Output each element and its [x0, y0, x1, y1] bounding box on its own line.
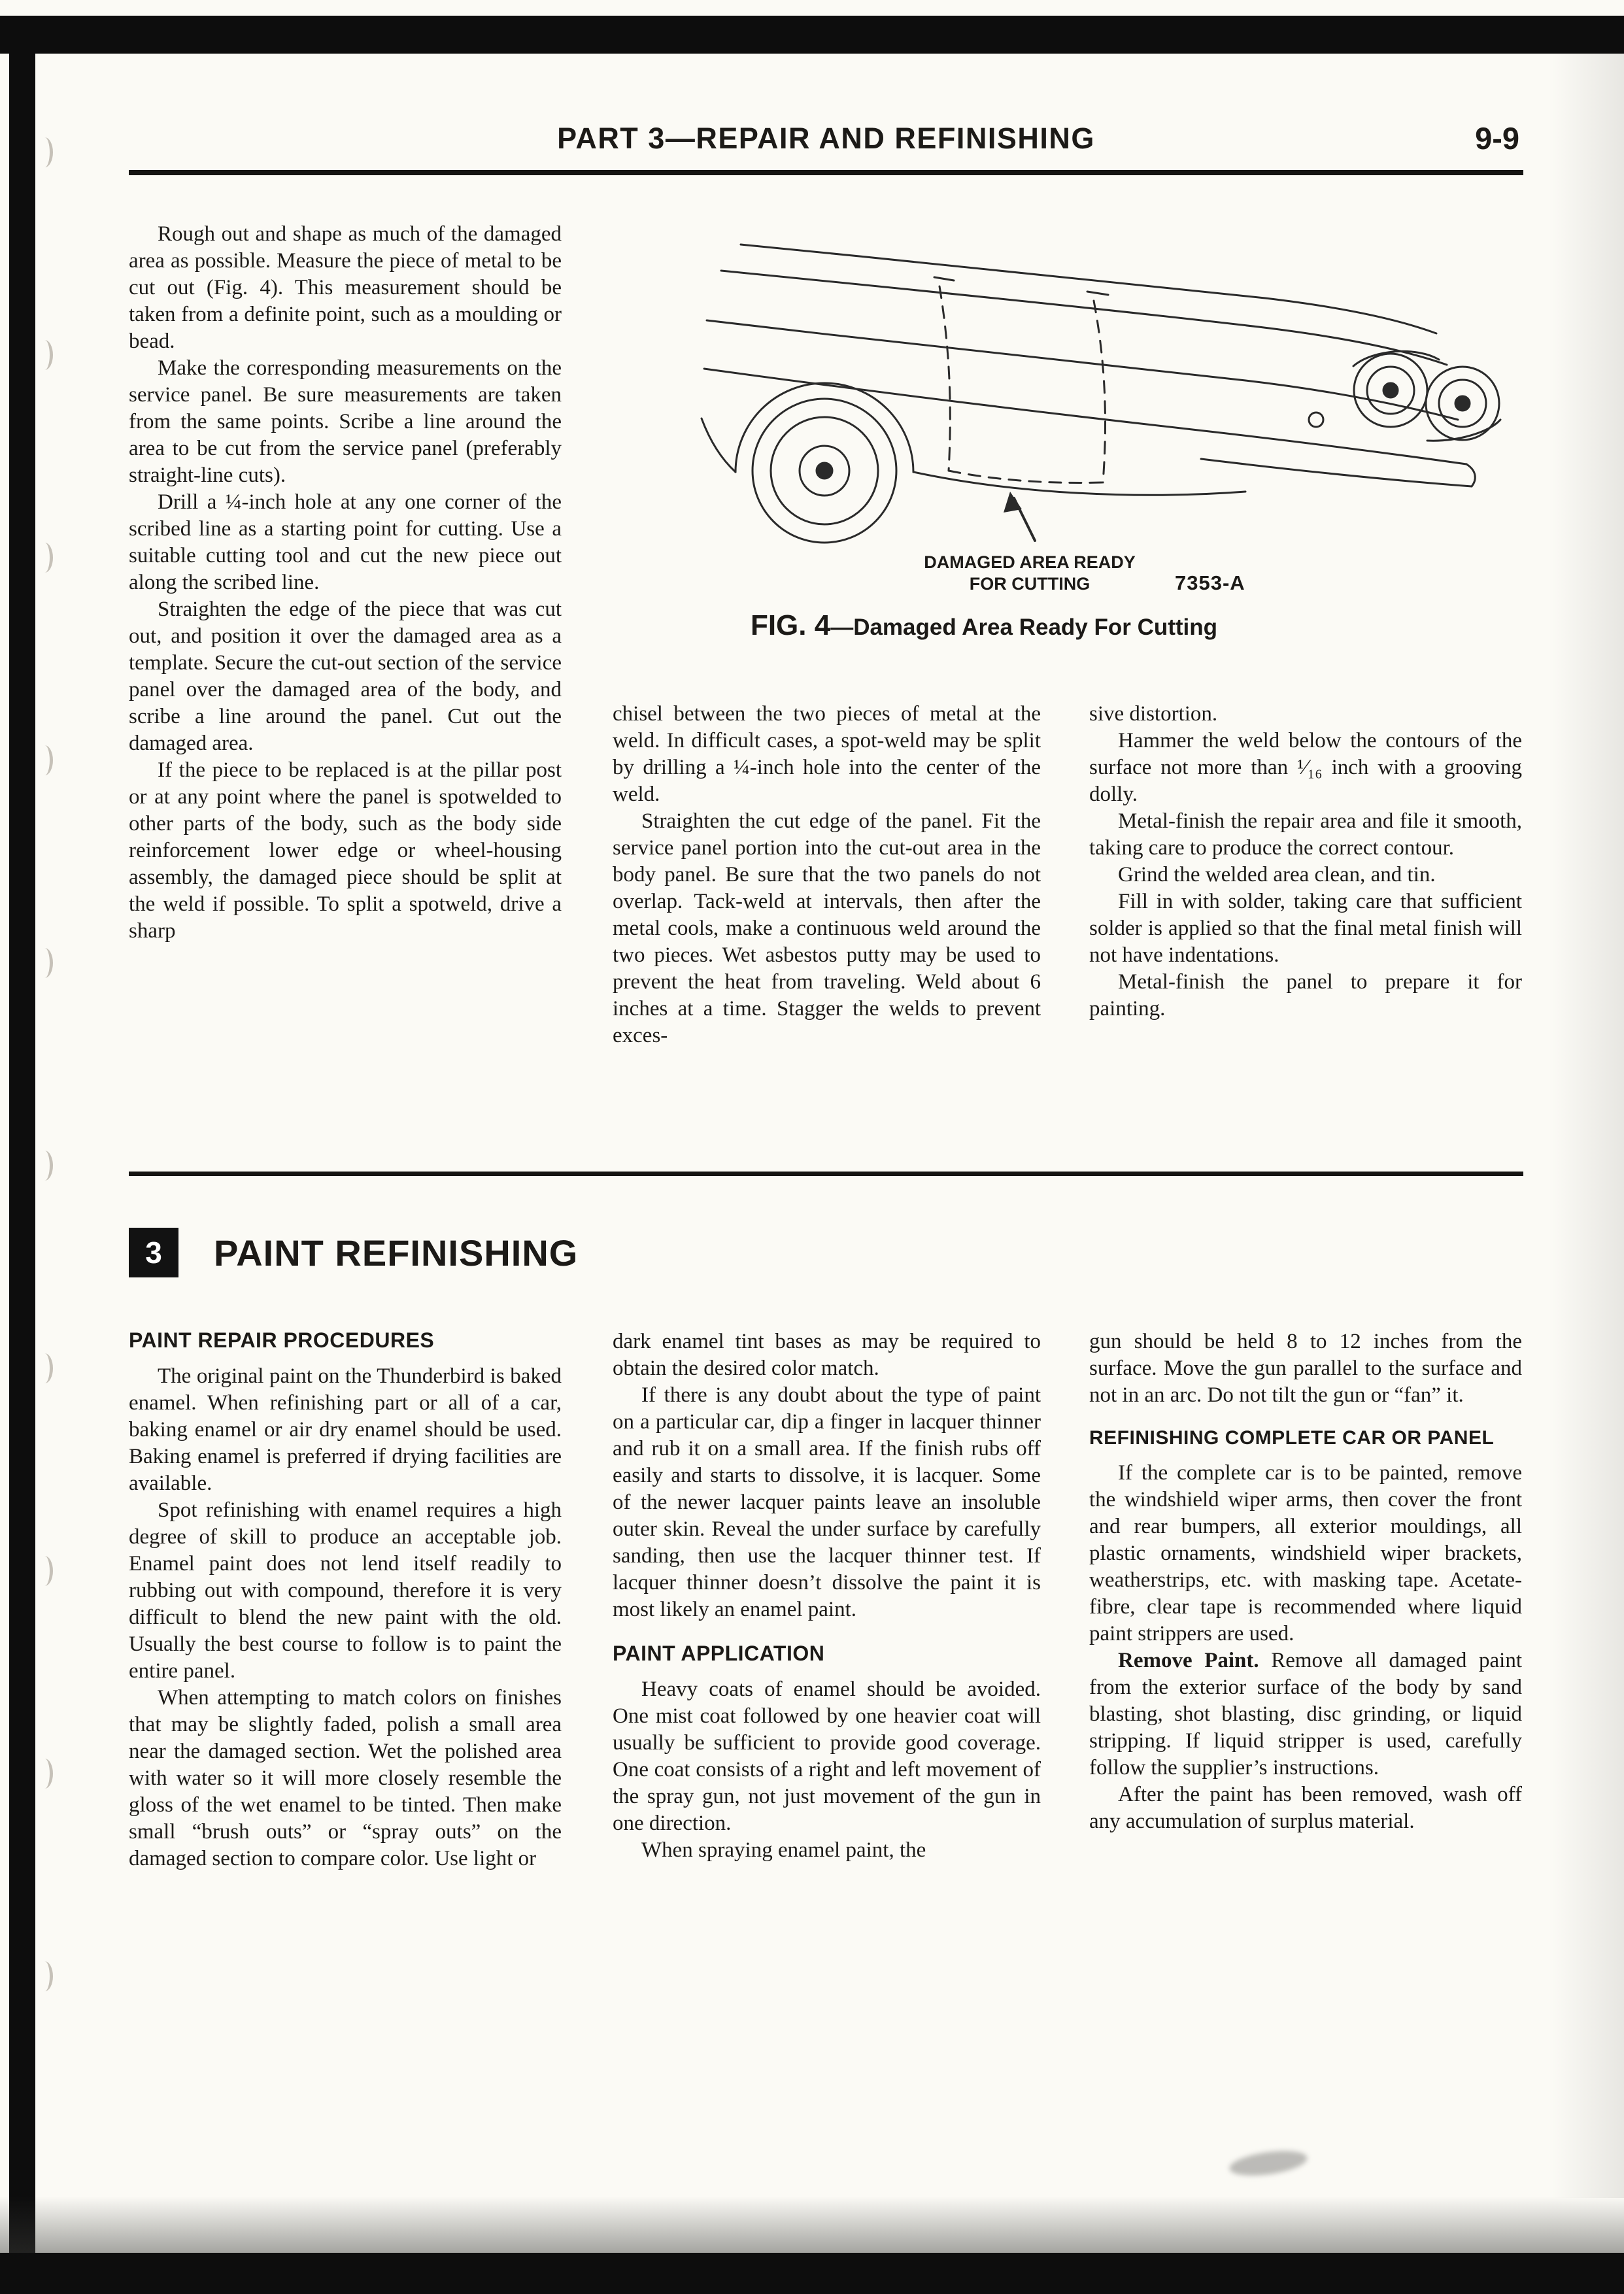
figure-part-number: 7353-A	[1175, 571, 1245, 594]
paragraph: dark enamel tint bases as may be required to obtain the desired color match.	[613, 1330, 1041, 1380]
paragraph: chisel between the two pieces of metal at the weld. In difficult cases, a spot-weld may be split by drilling a ¼-inch hole into the center of the weld.	[613, 702, 1041, 806]
callout-line1: DAMAGED AREA READY	[924, 552, 1136, 572]
paint-section-heading	[129, 1228, 578, 1277]
figure-caption	[670, 609, 1298, 642]
paragraph: Make the corresponding measurements on the service panel. Be sure measurements are taken from the same points. Scribe a line around the area to be cut from the service panel (preferably straight-line cuts).	[129, 356, 562, 487]
paragraph: The original paint on the Thunderbird is baked enamel. When refinishing part or all of a car, baking enamel or air dry enamel should be used. Baking enamel is preferred if drying facilities are available.	[129, 1364, 562, 1495]
paragraph: Straighten the edge of the piece that was cut out, and position it over the damaged area as a template. Secure the cut-out section of the service panel over the damaged area of the body, and scribe a line around the panel. Cut out the damaged area.	[129, 598, 562, 755]
paint-middle-paragraphs-bottom	[613, 1676, 1041, 1864]
paint-right-paragraphs-top	[1089, 1328, 1522, 1409]
figure-caption-label: FIG. 4	[750, 609, 831, 641]
paragraph: Straighten the cut edge of the panel. Fit the service panel portion into the cut-out area in the body panel. Be sure that the two panels do not overlap. Tack-weld at intervals, then after the metal cools, make a continuous weld around the two pieces. Wet asbestos putty may be used to prevent the heat from traveling. Weld about 6 inches at a time. Stagger the welds to prevent exces-	[613, 809, 1041, 1047]
section-divider-rule	[129, 1172, 1523, 1176]
page-title: PART 3—REPAIR AND REFINISHING	[557, 122, 1095, 155]
callout-line2: FOR CUTTING	[969, 574, 1091, 594]
paragraph: gun should be held 8 to 12 inches from the surface. Move the gun parallel to the surface and not in an arc. Do not tilt the gun or “fan” it.	[1089, 1330, 1522, 1407]
repair-right-column	[1089, 701, 1522, 1022]
paragraph: Metal-finish the repair area and file it smooth, taking care to produce the correct contour.	[1089, 809, 1522, 860]
paragraph: When spraying enamel paint, the	[641, 1838, 926, 1862]
car-rear-quarter-illustration	[644, 211, 1527, 547]
section-number-box: 3	[129, 1228, 178, 1277]
scan-border-left	[9, 16, 35, 2265]
paragraph: If there is any doubt about the type of paint on a particular car, dip a finger in lacquer thinner and rub it on a small area. If the finish rubs off easily and starts to dissolve, it is lacquer. Some of the newer lacquer paints leave an insoluble outer skin. Reveal the under surface by carefully sanding, then use the lacquer thinner test. If lacquer thinner doesn’t dissolve the paint it is most likely an enamel paint.	[613, 1383, 1041, 1621]
paint-middle-paragraphs-top	[613, 1328, 1041, 1623]
paragraph: Hammer the weld below the contours of the surface not more than ¹⁄₁₆ inch with a grooving dolly.	[1089, 729, 1522, 806]
header-rule	[129, 170, 1523, 175]
paragraph: Remove Paint. Remove all damaged paint from the exterior surface of the body by sand blasting, shot blasting, disc grinding, or liquid stripping. If liquid stripper is used, carefully follow the supplier’s instructions.	[1089, 1649, 1522, 1780]
paragraph: When attempting to match colors on finishes that may be slightly faded, polish a small area near the damaged section. Wet the polished area with water so it will more closely resemble the gloss of the wet enamel to be tinted. Then make small “brush outs” or “spray outs” on the damaged section to compare color. Use light or	[129, 1686, 562, 1870]
paint-right-paragraphs-bottom	[1089, 1460, 1522, 1835]
page-header	[129, 122, 1523, 162]
paragraph: Grind the welded area clean, and tin.	[1118, 863, 1436, 886]
subheading-paint-repair-procedures: PAINT REPAIR PROCEDURES	[129, 1328, 435, 1352]
figure-caption-text: —Damaged Area Ready For Cutting	[830, 615, 1218, 640]
page-number: 9-9	[1475, 121, 1519, 156]
paragraph: After the paint has been removed, wash off any accumulation of surplus material.	[1089, 1783, 1522, 1833]
paragraph: Spot refinishing with enamel requires a high degree of skill to produce an acceptable job. Enamel paint does not lend itself readily to rubbing out with compound, therefore it is very difficult to blend the new paint with the old. Usually the best course to follow is to paint the entire panel.	[129, 1498, 562, 1683]
repair-left-column	[129, 221, 562, 945]
scan-border-bottom	[0, 2253, 1624, 2294]
section-title: PAINT REFINISHING	[214, 1232, 579, 1274]
figure-callout	[919, 552, 1141, 595]
scan-border-top	[0, 16, 1624, 54]
paragraph: Rough out and shape as much of the damaged area as possible. Measure the piece of metal to be cut out (Fig. 4). This measurement should be taken from a definite point, such as a moulding or bead.	[129, 222, 562, 353]
paint-left-column	[129, 1328, 562, 1872]
scan-shadow-right	[1552, 54, 1624, 2198]
paragraph: If the complete car is to be painted, remove the windshield wiper arms, then cover the front and rear bumpers, all exterior mouldings, all plastic ornaments, windshield wiper brackets, weatherstrips, etc. with masking tape. Acetate-fibre, clear tape is recommended where liquid paint strippers are used.	[1089, 1461, 1522, 1645]
paint-middle-column	[613, 1328, 1041, 1864]
paragraph: If the piece to be replaced is at the pillar post or at any point where the panel is spotwelded to other parts of the body, such as the body side reinforcement lower edge or wheel-housing assembly, the damaged piece should be split at the weld if possible. To split a spotweld, drive a sharp	[129, 758, 562, 943]
paragraph: sive distortion.	[1089, 702, 1218, 726]
paragraph: Heavy coats of enamel should be avoided. One mist coat followed by one heavier coat will usually be sufficient to provide good coverage. One coat consists of a right and left movement of the spray gun, not just movement of the gun in one direction.	[613, 1678, 1041, 1835]
scan-shadow-bottom	[0, 2197, 1624, 2253]
repair-middle-column	[613, 701, 1041, 1049]
scan-smudge	[1228, 2147, 1309, 2180]
paragraph: Metal-finish the panel to prepare it for painting.	[1089, 970, 1522, 1020]
paragraph: Fill in with solder, taking care that sufficient solder is applied so that the final metal finish will not have indentations.	[1089, 890, 1522, 967]
subheading-refinishing-complete-car: REFINISHING COMPLETE CAR OR PANEL	[1089, 1427, 1495, 1449]
figure-4	[644, 211, 1527, 675]
scan-artifacts	[39, 0, 59, 2294]
subheading-paint-application: PAINT APPLICATION	[613, 1642, 825, 1665]
paragraph: Drill a ¼-inch hole at any one corner of the scribed line as a starting point for cutting. Use a suitable cutting tool and cut the new piece out along the scribed line.	[129, 490, 562, 594]
paint-left-paragraphs	[129, 1363, 562, 1872]
paint-right-column	[1089, 1328, 1522, 1835]
